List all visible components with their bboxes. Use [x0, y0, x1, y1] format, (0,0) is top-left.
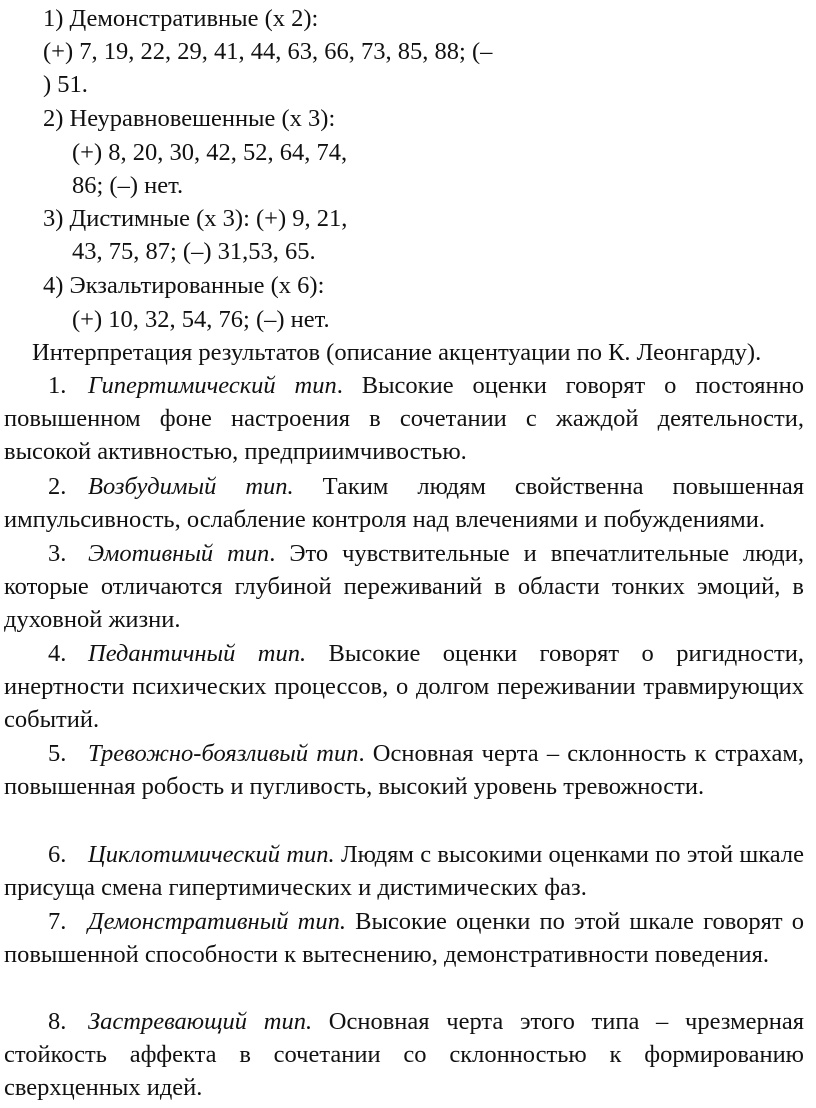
type-3-number: 3.: [48, 540, 67, 567]
type-4-number: 4.: [48, 640, 67, 667]
scale-3-title: 3) Дистимные (х 3): (+) 9, 21,: [43, 205, 348, 232]
type-item-3: [4, 537, 804, 636]
scale-1-title: 1) Демонстративные (х 2):: [43, 5, 319, 32]
scale-1-line-1: (+) 7, 19, 22, 29, 41, 44, 63, 66, 73, 85, 88; (–: [43, 38, 493, 65]
type-item-8: [4, 1005, 804, 1104]
type-2-number: 2.: [48, 473, 67, 500]
type-7-term: Демонстративный тип.: [88, 908, 346, 935]
scale-2-title: 2) Неуравновешенные (х 3):: [43, 105, 336, 132]
scale-2-line-1: (+) 8, 20, 30, 42, 52, 64, 74,: [72, 139, 348, 166]
type-item-7: [4, 905, 804, 971]
type-1-text: . Высокие оценки говорят о постоянно повышенном фоне настроения в сочетании с жаждой деятельности, высокой активностью, предприимчивостью.: [4, 372, 804, 465]
type-5-text: . Основная черта – склонность к страхам, повышенная робость и пугливость, высокий уровень тревожности.: [4, 740, 805, 800]
type-1-term: Гипертимический тип: [88, 372, 337, 399]
type-8-term: Застревающий тип.: [88, 1008, 313, 1035]
type-7-text: Высокие оценки по этой шкале говорят о повышенной способности к вытеснению, демонстративности поведения.: [4, 908, 805, 968]
scale-4-title: 4) Экзальтированные (х 6):: [43, 272, 325, 299]
type-8-text: Основная черта этого типа – чрезмерная стойкость аффекта в сочетании со склонностью к формированию сверхценных идей.: [4, 1008, 804, 1101]
interpretation-heading: Интерпретация результатов (описание акцентуации по К. Леонгарду).: [32, 339, 762, 366]
type-5-term: Тревожно-боязливый тип: [88, 740, 359, 767]
type-1-number: 1.: [48, 372, 67, 399]
type-item-1: [4, 369, 804, 468]
type-4-term: Педантичный тип.: [88, 640, 307, 667]
scale-3-line-1: 43, 75, 87; (–) 31,53, 65.: [72, 238, 316, 265]
type-5-number: 5.: [48, 740, 67, 767]
scale-4-line-1: (+) 10, 32, 54, 76; (–) нет.: [72, 306, 330, 333]
type-item-5: [4, 737, 804, 803]
type-6-number: 6.: [48, 841, 67, 868]
type-7-number: 7.: [48, 908, 67, 935]
type-8-number: 8.: [48, 1008, 67, 1035]
type-6-term: Циклотимический тип.: [88, 841, 335, 868]
type-6-text: Людям с высокими оценками по этой шкале присуща смена гипертимических и дистимических фаз.: [4, 841, 804, 901]
type-3-term: Эмотивный тип: [88, 540, 270, 567]
type-3-text: . Это чувствительные и впечатлительные люди, которые отличаются глубиной переживаний в области тонких эмоций, в духовной жизни.: [4, 540, 804, 633]
type-item-2: [4, 470, 804, 536]
scale-1-line-2: ) 51.: [43, 71, 88, 98]
scale-2-line-2: 86; (–) нет.: [72, 172, 184, 199]
type-item-6: [4, 838, 804, 904]
type-4-text: Высокие оценки говорят о ригидности, инертности психических процессов, о долгом переживании травмирующих событий.: [4, 640, 804, 733]
type-2-term: Возбудимый тип.: [88, 473, 294, 500]
type-item-4: [4, 637, 804, 736]
type-2-text: Таким людям свойственна повышенная импульсивность, ослабление контроля над влечениями и побуждениями.: [4, 473, 804, 533]
